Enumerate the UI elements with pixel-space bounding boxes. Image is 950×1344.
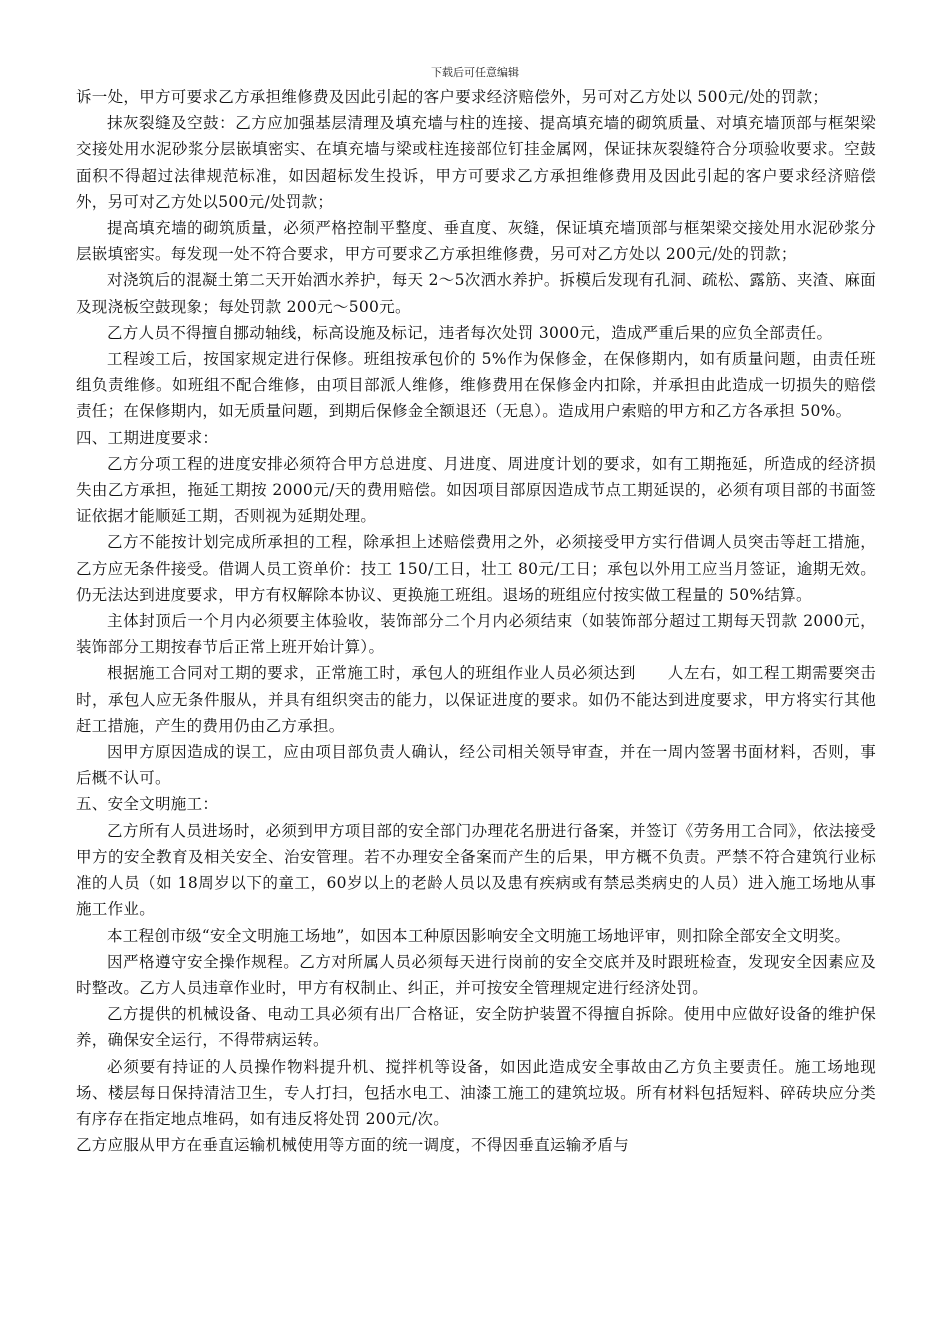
paragraph-10: 主体封顶后一个月内必须要主体验收，装饰部分二个月内必须结束（如装饰部分超过工期每天罚款 2000元，装饰部分工期按春节后正常上班开始计算）。	[76, 612, 876, 657]
paragraph-17: 乙方提供的机械设备、电动工具必须有出厂合格证，安全防护装置不得擅自拆除。使用中应做好设备的维护保养，确保安全运行，不得带病运转。	[76, 1005, 876, 1050]
paragraph-14: 乙方所有人员进场时，必须到甲方项目部的安全部门办理花名册进行备案，并签订《劳务用工合同》，依法接受甲方的安全教育及相关安全、治安管理。若不办理安全备案而产生的后果，甲方概不负责。严禁不符合建筑行业标准的人员（如 18周岁以下的童工，60岁以上的老龄人员以及患有疾病或有禁忌类病史的人员）进入施工场地从事施工作业。	[76, 821, 876, 919]
paragraph-9: 乙方不能按计划完成所承担的工程，除承担上述赔偿费用之外，必须接受甲方实行借调人员突击等赶工措施，乙方应无条件接受。借调人员工资单价：技工 150/工日，壮工 80元/工日；承包以外用工应当月签证，逾期无效。仍无法达到进度要求，甲方有权解除本协议、更换施工班组。退场的班组应付按实做工程量的 50%结算。	[76, 533, 876, 604]
document-body	[76, 84, 876, 1158]
paragraph-15: 本工程创市级“安全文明施工场地”，如因本工种原因影响安全文明施工场地评审，则扣除全部安全文明奖。	[107, 926, 851, 945]
paragraph-5: 乙方人员不得擅自挪动轴线，标高设施及标记，违者每次处罚 3000元，造成严重后果的应负全部责任。	[107, 323, 833, 342]
paragraph-8: 乙方分项工程的进度安排必须符合甲方总进度、月进度、周进度计划的要求，如有工期拖延，所造成的经济损失由乙方承担，拖延工期按 2000元/天的费用赔偿。如因项目部原因造成节点工期延误的，必须有项目部的书面签证依据才能顺延工期，否则视为延期处理。	[76, 454, 876, 526]
paragraph-12: 因甲方原因造成的误工，应由项目部负责人确认，经公司相关领导审查，并在一周内签署书面材料，否则，事后概不认可。	[76, 743, 876, 788]
page-header: 下载后可任意编辑	[431, 66, 519, 79]
section-heading-schedule: 四、工期进度要求：	[76, 428, 219, 447]
paragraph-6: 工程竣工后，按国家规定进行保修。班组按承包价的 5%作为保修金，在保修期内，如有质量问题，由责任班组负责维修。如班组不配合维修，由项目部派人维修，维修费用在保修金内扣除，并承担由此造成一切损失的赔偿责任；在保修期内，如无质量问题，到期后保修金全额退还（无息）。造成用户索赔的甲方和乙方各承担 50%。	[76, 350, 876, 421]
paragraph-2: 抹灰裂缝及空鼓：乙方应加强基层清理及填充墙与柱的连接、提高填充墙的砌筑质量、对填充墙顶部与框架梁交接处用水泥砂浆分层嵌填密实、在填充墙与梁或柱连接部位钉挂金属网，保证抹灰裂缝符合分项验收要求。空鼓面积不得超过法律规范标准，如因超标发生投诉，甲方可要求乙方承担维修费用及因此引起的客户要求经济赔偿外，另可对乙方处以500元/处罚款；	[76, 114, 876, 211]
paragraph-1: 诉一处，甲方可要求乙方承担维修费及因此引起的客户要求经济赔偿外，另可对乙方处以 500元/处的罚款；	[76, 88, 829, 106]
paragraph-19: 乙方应服从甲方在垂直运输机械使用等方面的统一调度，不得因垂直运输矛盾与	[76, 1136, 630, 1155]
paragraph-3: 提高填充墙的砌筑质量，必须严格控制平整度、垂直度、灰缝，保证填充墙顶部与框架梁交接处用水泥砂浆分层嵌填密实。每发现一处不符合要求，甲方可要求乙方承担维修费，另可对乙方处以 200元/处的罚款；	[76, 219, 876, 264]
section-heading-safety: 五、安全文明施工：	[76, 795, 219, 814]
paragraph-11: 根据施工合同对工期的要求，正常施工时，承包人的班组作业人员必须达到 人左右，如工程工期需要突击时，承包人应无条件服从，并具有组织突击的能力，以保证进度的要求。如仍不能达到进度要求，甲方将实行其他赶工措施，产生的费用仍由乙方承担。	[76, 664, 876, 735]
paragraph-18: 必须要有持证的人员操作物料提升机、搅拌机等设备，如因此造成安全事故由乙方负主要责任。施工场地现场、楼层每日保持清洁卫生，专人打扫，包括水电工、油漆工施工的建筑垃圾。所有材料包括短料、碎砖块应分类有序存在指定地点堆码，如有违反将处罚 200元/次。	[76, 1057, 876, 1128]
paragraph-16: 因严格遵守安全操作规程。乙方对所属人员必须每天进行岗前的安全交底并及时跟班检查，发现安全因素应及时整改。乙方人员违章作业时，甲方有权制止、纠正，并可按安全管理规定进行经济处罚。	[76, 952, 876, 997]
paragraph-4: 对浇筑后的混凝土第二天开始洒水养护，每天 2～5次洒水养护。拆模后发现有孔洞、疏松、露筋、夹渣、麻面及现浇板空鼓现象；每处罚款 200元～500元。	[76, 271, 876, 316]
